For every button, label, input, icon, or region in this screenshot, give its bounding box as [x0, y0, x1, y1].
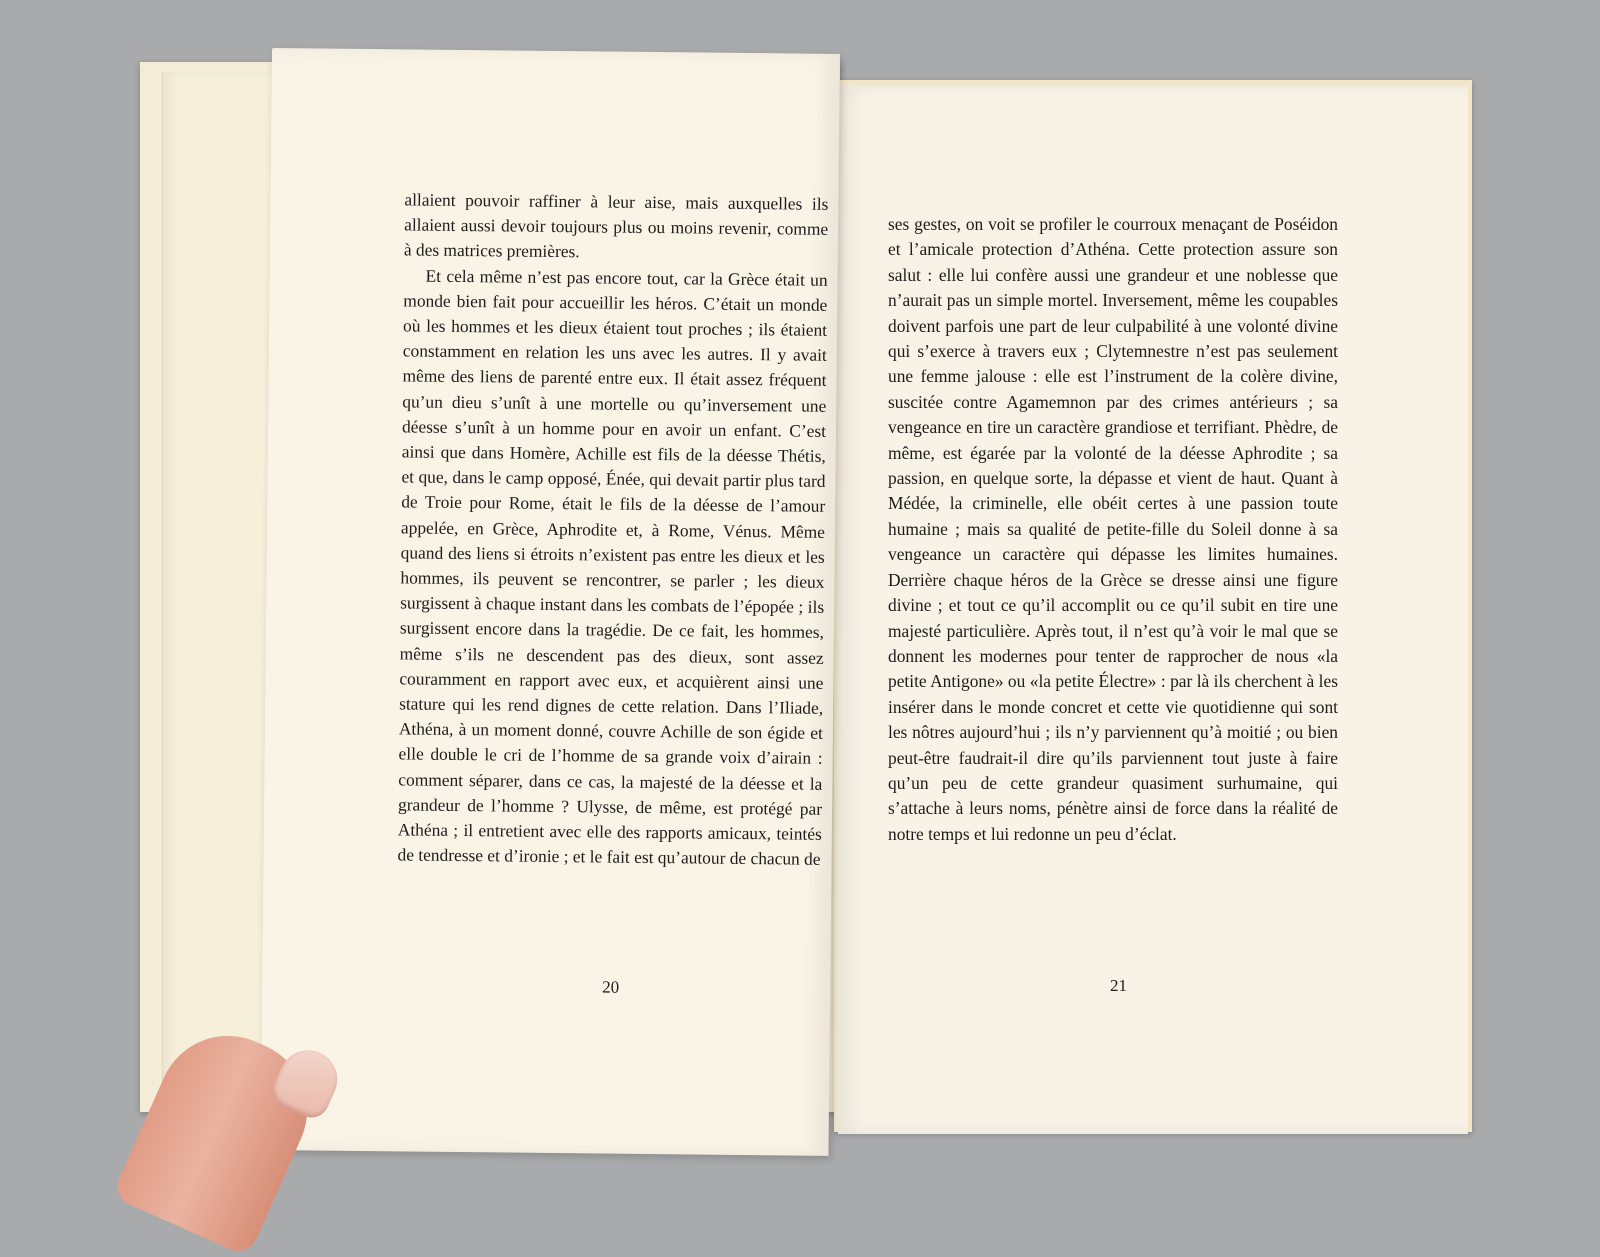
left-paragraph-1: allaient pouvoir raffiner à leur aise, mais auxquelles ils allaient aussi devoir toujours plus ou moins revenir, comme à des matrices premières.	[403, 189, 829, 262]
page-number-right: 21	[1110, 976, 1127, 995]
left-page-text	[397, 187, 828, 872]
left-page[interactable]	[260, 48, 840, 1156]
right-page-text	[888, 212, 1338, 847]
right-paragraph-1: ses gestes, on voit se profiler le courroux menaçant de Poséidon et l’amicale protection d’Athéna. Cette protection assure son salut : elle lui confère aussi une grandeur et une noblesse que n’aurait pas un simple mortel. Inversement, même les coupables doivent parfois une part de leur culpabilité à une volonté divine qui s’exerce à travers eux ; Clytemnestre n’est pas seulement une femme jalouse : elle est l’instrument de la colère divine, suscitée contre Agamemnon par des crimes antérieurs ; sa vengeance en tire un caractère grandiose et terrifiant. Phèdre, de même, est égarée par la volonté de la déesse Aphrodite ; sa passion, en quelque sorte, la dépasse et vient de haut. Quant à Médée, la criminelle, elle obéit certes à une passion toute humaine ; mais sa qualité de petite-fille du Soleil donne à sa vengeance un caractère qui dépasse les limites humaines. Derrière chaque héros de la Grèce se dresse ainsi une figure divine ; et tout ce qu’il accomplit ou ce qu’il subit en tire une majesté particulière. Après tout, il n’est qu’à voir le mal que se donnent les modernes pour tenter de rapprocher de nous «la petite Antigone» ou «la petite Électre» : par là ils cherchent à les insérer dans le monde concret et cette vie quotidienne qui sont les nôtres aujourd’hui ; ils n’y parviennent qu’à moitié ; ou bien peut-être faudrait-il dire qu’ils parviennent tout juste à faire qu’un peu de cette grandeur quasiment surhumaine, qui s’attache à leurs noms, pénètre ainsi de force dans la réalité de notre temps et lui redonne un peu d’éclat.	[888, 214, 1338, 844]
left-paragraph-2: Et cela même n’est pas encore tout, car la Grèce était un monde bien fait pour accueillir les héros. C’était un monde où les hommes et les dieux étaient tout proches ; ils étaient constamment en relation les uns avec les autres. Il y avait même des liens de parenté entre eux. Il était assez fréquent qu’un dieu s’unît à une mortelle ou qu’inversement une déesse s’unît à un homme pour en avoir un enfant. C’est ainsi que dans Homère, Achille est fils de la déesse Thétis, et que, dans le camp opposé, Énée, qui devait partir plus tard de Troie pour Rome, était le fils de la déesse de l’amour appelée, en Grèce, Aphrodite et, à Rome, Vénus. Même quand des liens si étroits n’existent pas entre les dieux et les hommes, ils peuvent se rencontrer, se parler ; les dieux surgissent à chaque instant dans les combats de l’épopée ; ils surgissent encore dans la tragédie. De ce fait, les hommes, même s’ils ne descendent pas des dieux, sont assez couramment en rapport avec eux, et acquièrent ainsi une stature qui les rend dignes de cette relation. Dans l’Iliade, Athéna, à un moment donné, couvre Achille de son égide et elle double le cri de l’homme de sa grande voix d’airain : comment séparer, dans ce cas, la majesté de la déesse et la grandeur de l’homme ? Ulysse, de même, est protégé par Athéna ; il entretient avec elle des rapports amicaux, teintés de tendresse et d’ironie ; et le fait est qu’autour de chacun de	[397, 265, 828, 870]
right-page	[838, 86, 1468, 1134]
page-number-left: 20	[602, 977, 620, 997]
